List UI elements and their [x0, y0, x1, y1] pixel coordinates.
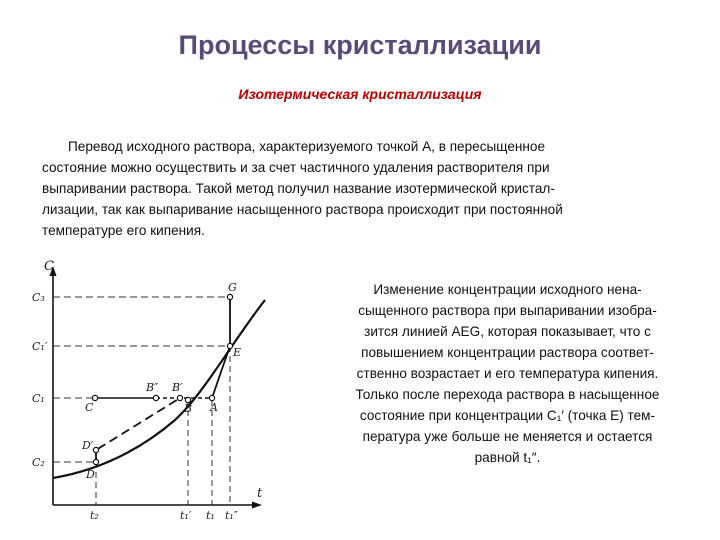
point-c [92, 395, 97, 400]
x-tick-t2: t₂ [90, 509, 99, 522]
label-b2: B″ [146, 381, 159, 394]
point-b1 [177, 395, 182, 400]
point-a [209, 395, 214, 400]
explanation-paragraph: Изменение концентрации исходного нена- сыщенного раствора при выпаривании изобра- зится линией AEG, которая показывает, что с повышением концентрации раствора соответ- ственно возрастает и его температура кипения. Только после перехода раствора в насыщенное состояние при концентрации C₁′ (точка E) тем- пература уже больше не меняется и остается равной t₁″. [355, 282, 660, 465]
x-axis-arrow [252, 502, 262, 509]
x-tick-t1: t₁ [206, 509, 215, 522]
point-d1 [93, 447, 98, 452]
label-b: B [184, 402, 193, 415]
label-a: A [210, 401, 218, 414]
label-d: D [86, 468, 95, 481]
label-d1: D′ [82, 439, 94, 452]
label-c: C [85, 401, 94, 414]
slide-title: Процессы кристаллизации [178, 30, 542, 60]
y-tick-c2: C₂ [32, 456, 45, 469]
y-axis-label: C [44, 259, 54, 274]
point-b2 [153, 395, 158, 400]
x-tick-t1prime: t₁′ [180, 509, 192, 522]
label-b1: B′ [172, 381, 183, 394]
intro-paragraph: Перевод исходного раствора, характеризуемого точкой А, в пересыщенное состояние можно осуществить и за счет частичного удаления растворителя при выпаривании раствора. Такой метод получил название изотермической кристал- лизации, так как выпаривание насыщенного раствора происходит при постоянной температуре его кипения. [42, 139, 563, 238]
cooling-path-dashed [96, 398, 180, 462]
point-e [227, 343, 232, 348]
point-d [93, 459, 98, 464]
label-g: G [228, 281, 237, 294]
y-tick-c1prime: C₁′ [32, 340, 48, 353]
x-axis-label: t [257, 486, 263, 501]
point-g [227, 294, 232, 299]
x-tick-t1double: t₁″ [225, 509, 238, 522]
y-tick-c3: C₃ [32, 291, 45, 304]
y-tick-c1: C₁ [32, 392, 45, 405]
slide-subtitle: Изотермическая кристаллизация [238, 86, 482, 102]
label-e: E [233, 346, 242, 359]
